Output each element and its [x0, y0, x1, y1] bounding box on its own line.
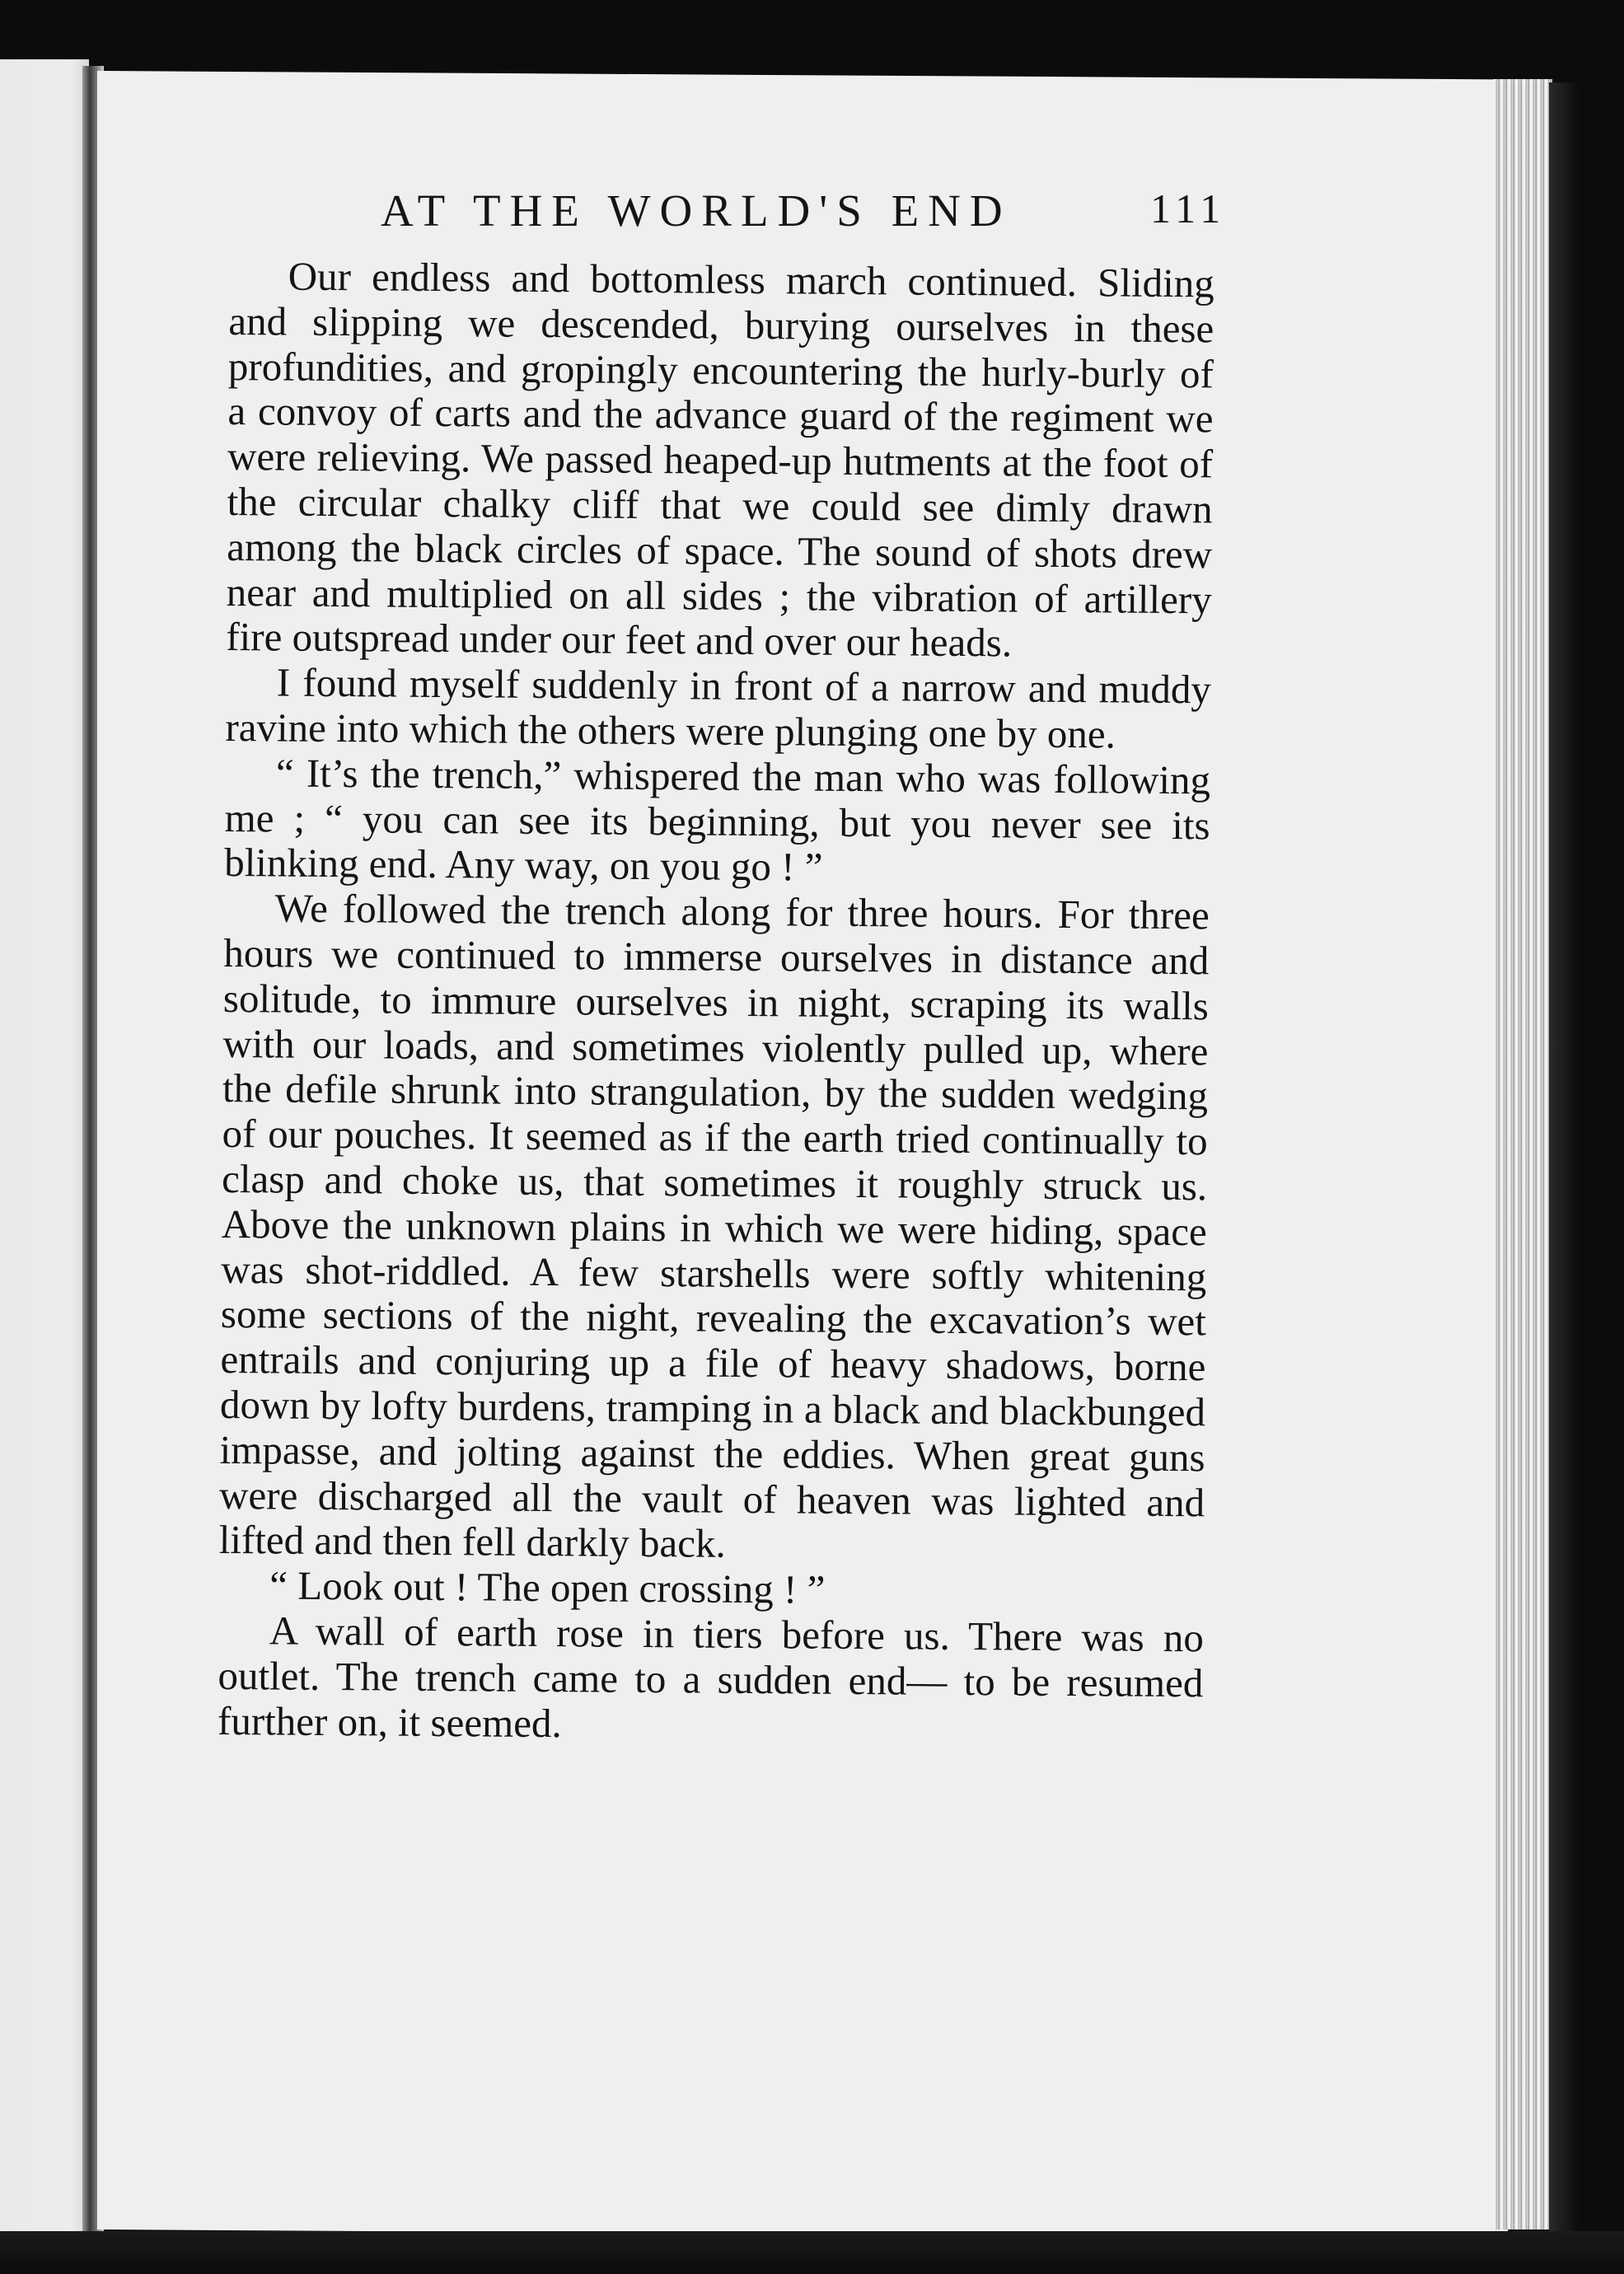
body-text — [218, 254, 1214, 1752]
paragraph: We followed the trench along for three hours. For three hours we continued to immerse ourselves in distance and solitude, to immure ourselves in night, scraping its walls with our loads, and sometimes violently pulled up, where the defile shrunk into strangulation, by the sudden wedging of our pouches. It seemed as if the earth tried continually to clasp and choke us, that sometimes it roughly struck us. Above the unknown plains in which we were hiding, space was shot-riddled. A few starshells were softly whitening some sections of the night, revealing the excavation’s wet entrails and conjuring up a file of heavy shadows, borne down by lofty burdens, tramping in a black and blackbunged impasse, and jolting against the eddies. When great guns were discharged all the vault of heaven was lighted and lifted and then fell darkly back. — [218, 885, 1210, 1567]
paragraph: A wall of earth rose in tiers before us. There was no outlet. The trench came to a sudden end— to be resumed further on, it seemed. — [217, 1607, 1205, 1746]
edge-shadow — [1549, 82, 1624, 2274]
page-number: 111 — [1150, 185, 1227, 232]
paragraph: “ Look out ! The open crossing ! ” — [269, 1562, 826, 1612]
bottom-shadow — [0, 2231, 1624, 2274]
left-page-margin — [0, 59, 89, 2234]
page-edges — [1493, 79, 1552, 2230]
page-header — [381, 185, 1227, 250]
paragraph: “ It’s the trench,” whispered the man who was following me ; “ you can see its beginning, but you never see its blinking end. Any way, on you go ! ” — [223, 750, 1211, 891]
paragraph: Our endless and bottomless march continued. Sliding and slipping we descended, burying ourselves in these profundities, and gropingly encountering the hurly-burly of a convoy of carts and the advance guard of the regiment we were relieving. We passed heaped-up hutments at the foot of the circular chalky cliff that we could see dimly drawn among the black circles of space. The sound of shots drew near and multiplied on all sides ; the vibration of artillery fire outspread under our feet and over our heads. — [226, 253, 1214, 666]
paragraph: I found myself suddenly in front of a narrow and muddy ravine into which the others were plunging one by one. — [225, 659, 1212, 757]
running-head: AT THE WORLD'S END — [381, 185, 1012, 236]
